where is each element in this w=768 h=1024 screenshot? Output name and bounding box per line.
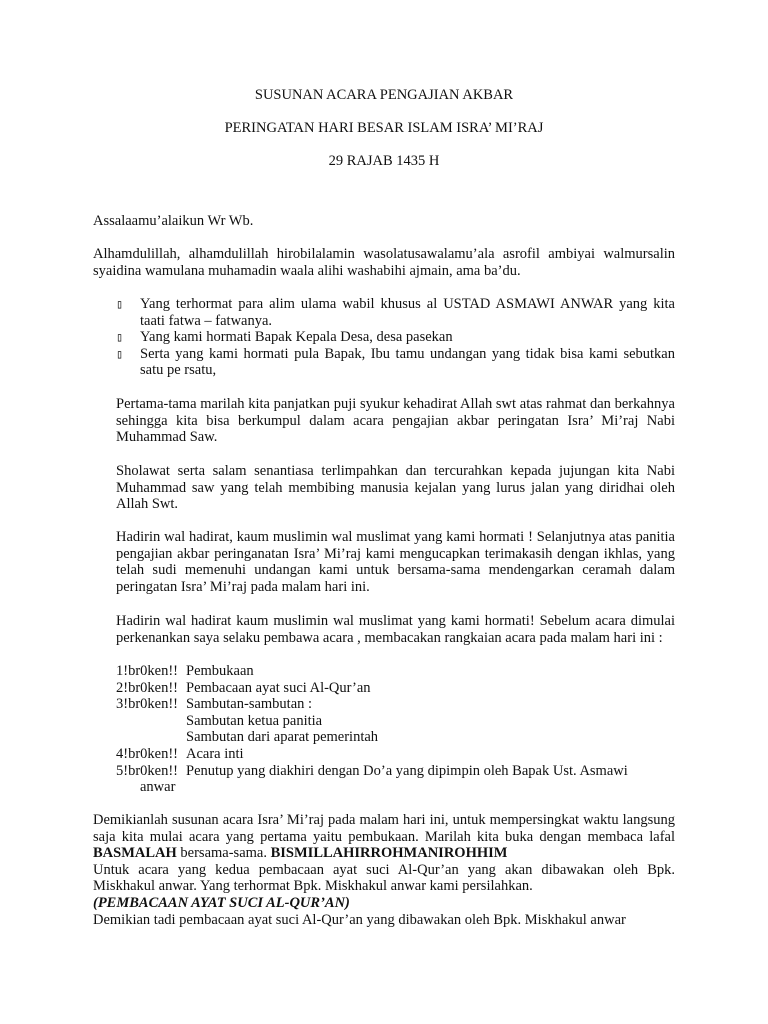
paragraph: Sholawat serta salam senantiasa terlimpahkan dan tercurahkan kepada jujungan kita Nabi Muhammad saw yang telah membibing manusia kejalan yang lurus jalan yang diridhai oleh Allah Swt. — [116, 463, 675, 513]
list-item — [116, 346, 675, 379]
document-subtitle: PERINGATAN HARI BESAR ISLAM ISRA’ MI’RAJ — [224, 120, 544, 136]
closing-text: Demikianlah susunan acara Isra’ Mi’raj pada malam hari ini, untuk mempersingkat waktu langsung saja kita mulai acara yang pertama yaitu pembukaan. Marilah kita buka dengan membaca lafal — [93, 812, 675, 845]
greeting: Assalaamu’alaikun Wr Wb. — [93, 213, 254, 229]
agenda-text: Sambutan-sambutan : — [186, 696, 313, 713]
agenda-list — [116, 663, 675, 796]
agenda-subitem: Sambutan dari aparat pemerintah — [186, 729, 379, 746]
agenda-text: Penutup yang diakhiri dengan Do’a yang dipimpin oleh Bapak Ust. Asmawi — [186, 762, 628, 779]
agenda-item — [116, 763, 675, 780]
bullet-icon: ▯ — [116, 330, 124, 345]
agenda-item — [116, 680, 675, 697]
closing-section — [93, 812, 675, 928]
closing-text-mid: bersama-sama. — [176, 845, 271, 862]
agenda-number: 5!br0ken!! — [116, 762, 179, 779]
intro-paragraph: Alhamdulillah, alhamdulillah hirobilalamin wasolatusawalamu’ala asrofil ambiyai walmursalin syaidina wamulana muhamadin waala alihi washabihi ajmain, ama ba’du. — [93, 246, 675, 279]
salutation-list — [116, 296, 675, 379]
basmalah-label: BASMALAH — [93, 845, 177, 862]
agenda-number: 2!br0ken!! — [116, 679, 179, 696]
agenda-text: Acara inti — [186, 745, 244, 762]
agenda-item — [116, 696, 675, 713]
paragraph: Pertama-tama marilah kita panjatkan puji syukur kehadirat Allah swt atas rahmat dan berkahnya sehingga kita bisa berkumpul dalam acara pengajian akbar peringatan Isra’ Mi’raj Nabi Muhammad Saw. — [116, 396, 675, 446]
agenda-number: 3!br0ken!! — [116, 696, 179, 713]
paragraph: Hadirin wal hadirat, kaum muslimin wal muslimat yang kami hormati ! Selanjutnya atas panitia pengajian akbar peringanatan Isra’ Mi’raj kami mengucapkan terimakasih dengan ikhlas, yang telah sudi memenuhi undangan kami untuk bersama-sama mendengarkan ceramah dalam peringatan Isra’ Mi’raj pada malam hari ini. — [116, 529, 675, 595]
closing-paragraph: Demikian tadi pembacaan ayat suci Al-Qur’an yang dibawakan oleh Bpk. Miskhakul anwar — [93, 911, 626, 928]
agenda-number: 4!br0ken!! — [116, 745, 179, 762]
closing-paragraph — [93, 812, 675, 862]
agenda-subitem: Sambutan ketua panitia — [186, 712, 323, 729]
list-item-text: Serta yang kami hormati pula Bapak, Ibu tamu undangan yang tidak bisa kami sebutkan satu pe rsatu, — [140, 345, 675, 379]
agenda-text: Pembacaan ayat suci Al-Qur’an — [186, 679, 371, 696]
list-item-text: Yang terhormat para alim ulama wabil khusus al USTAD ASMAWI ANWAR yang kita taati fatwa – fatwanya. — [140, 296, 675, 329]
agenda-number: 1!br0ken!! — [116, 663, 179, 679]
bismillah-label: BISMILLAHIRROHMANIROHHIM — [270, 845, 508, 862]
quran-reading-heading: (PEMBACAAN AYAT SUCI AL-QUR’AN) — [93, 894, 350, 911]
closing-paragraph: Untuk acara yang kedua pembacaan ayat suci Al-Qur’an yang akan dibawakan oleh Bpk. Miskhakul anwar. Yang terhormat Bpk. Miskhakul anwar kami persilahkan. — [93, 861, 675, 895]
paragraph: Hadirin wal hadirat kaum muslimin wal muslimat yang kami hormati! Sebelum acara dimulai perkenankan saya selaku pembawa acara , membacakan rangkaian acara pada malam hari ini : — [116, 613, 675, 646]
list-item-text: Yang kami hormati Bapak Kepala Desa, desa pasekan — [140, 329, 453, 346]
list-item — [116, 296, 675, 329]
list-item — [116, 329, 675, 346]
agenda-text: Pembukaan — [186, 663, 254, 679]
agenda-item — [116, 746, 675, 763]
agenda-continuation: anwar — [140, 779, 176, 796]
agenda-item — [116, 663, 675, 680]
bullet-icon: ▯ — [116, 346, 124, 361]
bullet-icon: ▯ — [116, 297, 124, 311]
document-date: 29 RAJAB 1435 H — [328, 153, 440, 169]
document-title: SUSUNAN ACARA PENGAJIAN AKBAR — [254, 87, 514, 103]
